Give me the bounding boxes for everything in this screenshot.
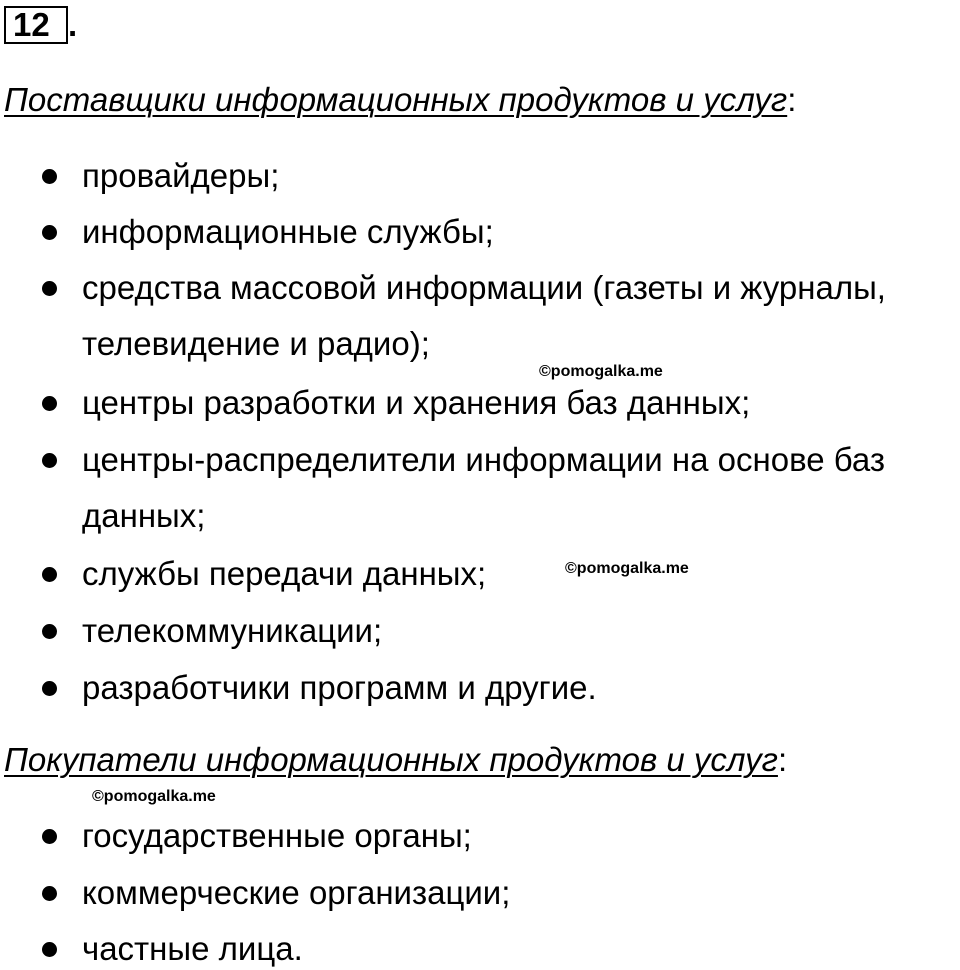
bullet-icon <box>42 942 57 957</box>
task-number: 12 <box>4 6 68 44</box>
suppliers-heading-colon: : <box>787 81 797 118</box>
watermark: ©pomogalka.me <box>92 788 216 805</box>
bullet-icon <box>42 169 57 184</box>
list-item: информационные службы; <box>82 213 494 250</box>
bullet-icon <box>42 681 57 696</box>
bullet-icon <box>42 225 57 240</box>
watermark: ©pomogalka.me <box>539 363 663 380</box>
list-item: центры-распределители информации на основе баз <box>82 441 886 478</box>
watermark: ©pomogalka.me <box>565 560 689 577</box>
task-number-dot: . <box>68 6 78 43</box>
list-item: разработчики программ и другие. <box>82 669 597 706</box>
suppliers-heading <box>4 80 796 120</box>
list-item: частные лица. <box>82 930 303 967</box>
list-item: коммерческие организации; <box>82 874 511 911</box>
bullet-icon <box>42 281 57 296</box>
buyers-heading <box>4 740 787 780</box>
list-item: средства массовой информации (газеты и журналы, <box>82 269 886 306</box>
bullet-icon <box>42 567 57 582</box>
bullet-icon <box>42 396 57 411</box>
buyers-heading-text: Покупатели информационных продуктов и услуг <box>4 741 778 778</box>
list-item: провайдеры; <box>82 157 280 194</box>
bullet-icon <box>42 453 57 468</box>
list-item: телекоммуникации; <box>82 612 383 649</box>
list-item: государственные органы; <box>82 817 472 854</box>
buyers-heading-colon: : <box>777 741 788 778</box>
list-item: центры разработки и хранения баз данных; <box>82 384 751 421</box>
bullet-icon <box>42 624 57 639</box>
list-item: службы передачи данных; <box>82 555 487 592</box>
suppliers-heading-text: Поставщики информационных продуктов и услуг <box>4 81 788 118</box>
list-item-continuation: телевидение и радио); <box>82 325 430 362</box>
list-item-continuation: данных; <box>82 497 206 534</box>
bullet-icon <box>42 829 57 844</box>
bullet-icon <box>42 886 57 901</box>
